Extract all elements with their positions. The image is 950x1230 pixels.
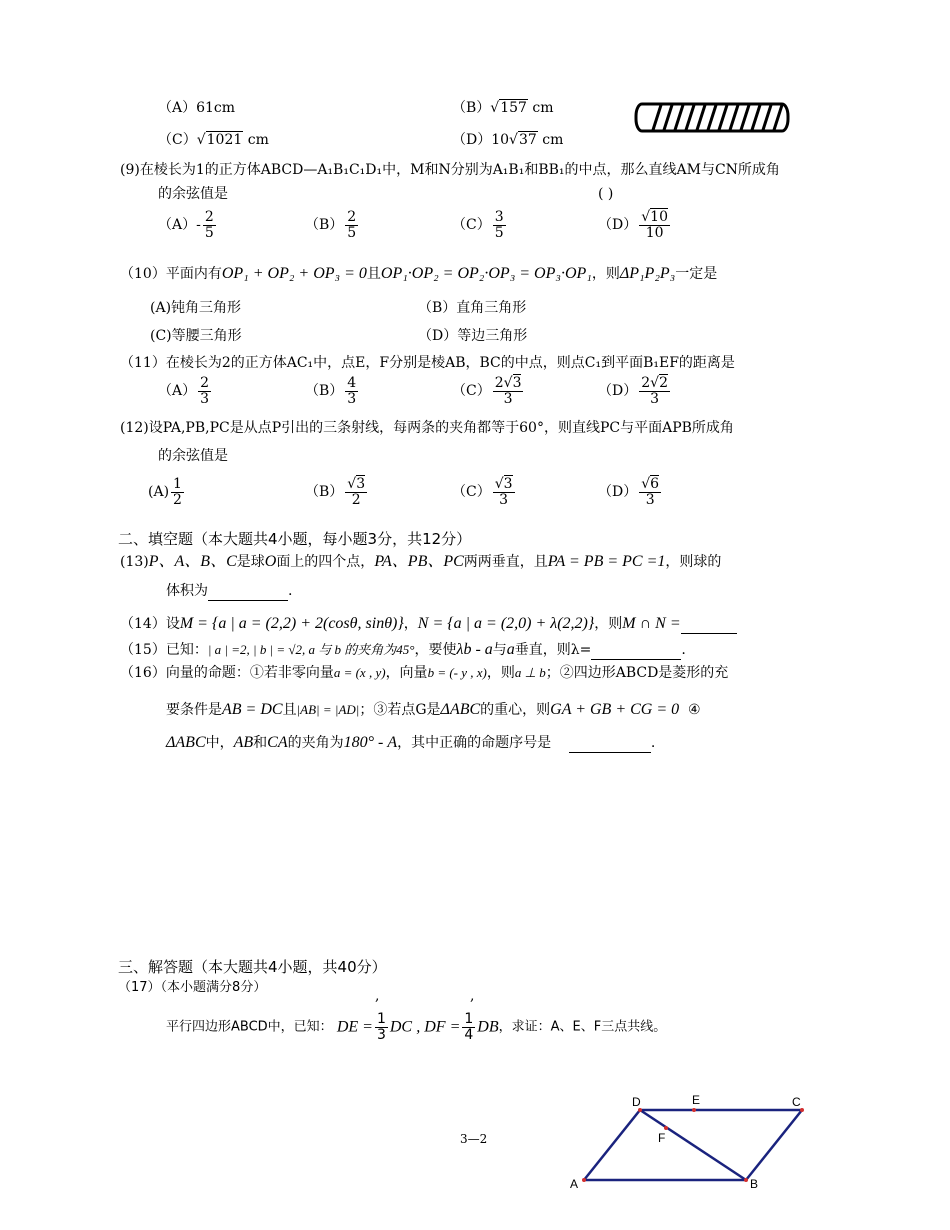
q15-answer-blank[interactable] [591,642,681,660]
q9-stem-line2: 的余弦值是 [158,186,228,202]
section-3-heading: 三、解答题（本大题共4小题，共40分） [118,958,387,976]
spring-cylinder-figure [633,100,793,136]
q10-stem: （10）平面内有OP₁ + OP₂ + OP₃ = 0且OP₁·OP₂ = OP₂·OP₃ = OP₃·OP₁，则ΔP₁P₂P₃一定是 [120,265,718,282]
q16-answer-blank[interactable] [569,735,651,753]
parallelogram-figure [560,1088,820,1198]
q14-answer-blank[interactable] [681,616,737,634]
point-label-e: E [692,1093,701,1107]
point-label-c: C [792,1095,801,1109]
q8-option-a: （A）61cm [158,100,236,116]
section-2-heading: 二、填空题（本大题共4小题，每小题3分，共12分） [118,530,472,548]
q9-option-d: （D） $\frac{√10}{10}$ [598,209,668,241]
point-label-f: F [658,1131,666,1145]
q12-option-a: (A) $\frac{1}{2}$ [148,476,182,508]
q9-option-b: （B） $\frac{2}{5}$ [305,209,357,241]
q15-stem: （15）已知：| a | =2, | b | = √2, a 与 b 的夹角为45°，要使λb - a与a垂直，则λ= . [120,641,686,658]
q13-line2: 体积为 . [166,583,293,599]
q12-stem-line2: 的余弦值是 [158,448,228,464]
q17-mark-1: , [375,988,380,1004]
page-number: 3—2 [460,1132,488,1146]
point-label-d: D [632,1095,641,1109]
q12-option-b: （B） $\frac{√3}{2}$ [305,476,366,508]
q9-option-c: （C） $\frac{3}{5}$ [452,209,504,241]
q17-mark-2: , [470,988,475,1004]
point-label-b: B [750,1177,759,1191]
q9-stem: (9)在棱长为1的正方体ABCD—A₁B₁C₁D₁中，M和N分别为A₁B₁和BB₁的中点，那么直线AM与CN所成角 [120,162,780,178]
q10-option-d: （D）等边三角形 [418,328,528,344]
q16-line3: ΔABC中，AB和CA的夹角为180° - A，其中正确的命题序号是 . [166,734,656,751]
q11-option-d: （D） $\frac{2√2}{3}$ [598,375,668,407]
q12-option-c: （C） $\frac{√3}{3}$ [452,476,513,508]
point-label-a: A [570,1177,579,1191]
q13-stem: (13)P、A、B、C是球O面上的四个点，PA、PB、PC两两垂直，且PA = PB = PC =1，则球的 [120,553,722,570]
q17-head: （17）（本小题满分8分） [118,980,267,995]
q8-option-d: （D）10√37 cm [452,132,564,148]
q14-stem: （14）设M = {a | a = (2,2) + 2(cosθ, sinθ)}，N = {a | a = (2,0) + λ(2,2)}，则M ∩ N = [120,614,737,634]
q10-option-a: (A)钝角三角形 [150,300,242,316]
q10-option-c: (C)等腰三角形 [150,328,242,344]
q12-stem: (12)设PA,PB,PC是从点P引出的三条射线，每两条的夹角都等于60°，则直线PC与平面APB所成角 [120,420,734,436]
q11-option-c: （C） $\frac{2√3}{3}$ [452,375,522,407]
q13-answer-blank[interactable] [208,583,288,601]
q11-option-b: （B） $\frac{4}{3}$ [305,375,357,407]
q12-option-d: （D） $\frac{√6}{3}$ [598,476,660,508]
q8-option-c: （C）√1021 cm [158,132,269,148]
q11-stem: （11）在棱长为2的正方体AC₁中，点E，F分别是棱AB，BC的中点，则点C₁到平面B₁EF的距离是 [120,355,735,371]
q11-option-a: （A） $\frac{2}{3}$ [158,375,210,407]
q9-option-a: （A）- $\frac{2}{5}$ [158,209,214,241]
q9-answer-paren: ( ) [598,186,614,202]
q17-stem: 平行四边形ABCD中，已知： DE = $\frac{1}{3}$ DC , DF = $\frac{1}{4}$ DB，求证：A、E、F三点共线。 [166,1011,667,1043]
q16-line1: （16）向量的命题：①若非零向量a = (x , y)，向量b = (- y , x)，则a ⊥ b；②四边形ABCD是菱形的充 [120,665,729,681]
q8-option-b: （B）√157 cm [452,100,554,116]
q10-option-b: （B）直角三角形 [418,300,527,316]
q16-line2: 要条件是AB = DC且|AB| = |AD|；③若点G是ΔABC的重心，则GA + GB + CG = 0 ④ [166,701,701,718]
